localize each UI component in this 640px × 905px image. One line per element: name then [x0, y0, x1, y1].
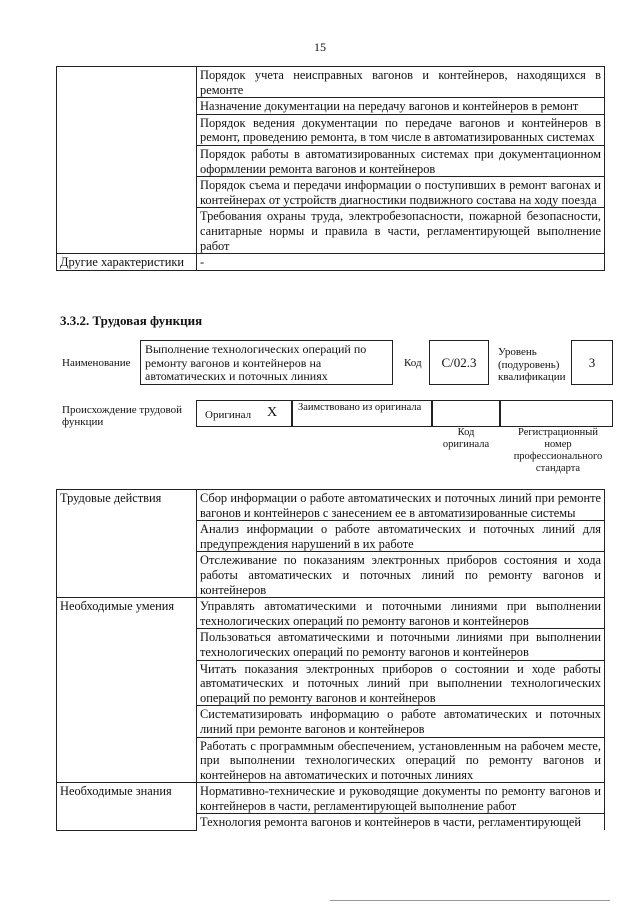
- group-label: Трудовые действия: [57, 490, 197, 598]
- table-cell: Порядок учета неисправных вагонов и контейнеров, находящихся в ремонте: [197, 67, 605, 98]
- group-label: Необходимые умения: [57, 598, 197, 783]
- table-cell: Сбор информации о работе автоматических и поточных линий при ремонте вагонов и контейнеров с занесением ее в автоматизированные системы: [197, 490, 605, 521]
- table-cell: Систематизировать информацию о работе автоматических и поточных линий при ремонте вагонов и контейнеров: [197, 706, 605, 737]
- table-cell: Анализ информации о работе автоматических и поточных линий для предупреждения нарушений в их работе: [197, 521, 605, 552]
- origin-code-box: [432, 400, 500, 427]
- original-mark: X: [267, 405, 278, 420]
- table-cell: Порядок съема и передачи информации о поступивших в ремонт вагонах и контейнерах от устройств диагностики подвижного состава на ходу поезда: [197, 177, 605, 208]
- code-label: Код: [404, 357, 422, 369]
- origin-label: Происхождение трудовой функции: [62, 404, 183, 428]
- original-box: [196, 400, 292, 427]
- table-row: [57, 598, 605, 629]
- table-cell: Работать с программным обеспечением, установленным на рабочем месте, при выполнении технологических операций по ремонту вагонов и контейнеров на автоматических и поточных линиях: [197, 737, 605, 783]
- table-cell: Управлять автоматическими и поточными линиями при выполнении технологических операций по ремонту вагонов и контейнеров: [197, 598, 605, 629]
- registration-number-box: [500, 400, 613, 427]
- table-cell: Назначение документации на передачу вагонов и контейнеров в ремонт: [197, 98, 605, 115]
- registration-caption: Регистрационный номер профессионального стандарта: [513, 427, 603, 474]
- table-cell: Требования охраны труда, электробезопасности, пожарной безопасности, санитарные нормы и правила в части, регламентирующей выполнение работ: [197, 208, 605, 254]
- table-cell: Порядок работы в автоматизированных системах при документационном оформлении ремонта вагонов и контейнеров: [197, 145, 605, 176]
- table-cell: Пользоваться автоматическими и поточными линиями при выполнении технологических операций по ремонту вагонов и контейнеров: [197, 629, 605, 660]
- function-code-box: C/02.3: [429, 340, 489, 385]
- function-name-box: Выполнение технологических операций по ремонту вагонов и контейнеров на автоматических и поточных линиях: [140, 340, 393, 385]
- code-original-caption: Код оригинала: [442, 427, 490, 450]
- original-label: Оригинал: [205, 409, 252, 421]
- bottom-divider: [330, 900, 610, 901]
- section-title: 3.3.2. Трудовая функция: [60, 313, 203, 328]
- group-label: Необходимые знания: [57, 783, 197, 830]
- table-cell: Технология ремонта вагонов и контейнеров в части, регламентирующей: [197, 814, 605, 830]
- table-row: [57, 783, 605, 814]
- other-characteristics-label: Другие характеристики: [57, 254, 197, 271]
- borrowed-box: Заимствовано из оригинала: [292, 400, 432, 427]
- table-row: [57, 490, 605, 521]
- name-label: Наименование: [62, 357, 131, 369]
- table-cell: Отслеживание по показаниям электронных приборов состояния и хода работы автоматических и поточных линий по ремонту вагонов и контейнеров: [197, 552, 605, 598]
- level-value-box: 3: [571, 340, 613, 385]
- table-row: [57, 67, 605, 98]
- table-cell: Порядок ведения документации по передаче вагонов и контейнеров в ремонт, проведению ремонта, в том числе в автоматизированных системах: [197, 114, 605, 145]
- level-label: Уровень (подуровень) квалификации: [498, 346, 566, 383]
- table-row: [57, 254, 605, 271]
- empty-label-cell: [57, 67, 197, 254]
- other-characteristics-value: -: [197, 254, 605, 271]
- table-cell: Читать показания электронных приборов о состоянии и ходе работы автоматических и поточных линий при выполнении технологических операций по ремонту вагонов и контейнеров: [197, 660, 605, 706]
- page-number: 15: [314, 40, 326, 54]
- top-table: [56, 66, 605, 271]
- main-table: [56, 489, 605, 831]
- table-cell: Нормативно-технические и руководящие документы по ремонту вагонов и контейнеров в части, регламентирующей выполнение работ: [197, 783, 605, 814]
